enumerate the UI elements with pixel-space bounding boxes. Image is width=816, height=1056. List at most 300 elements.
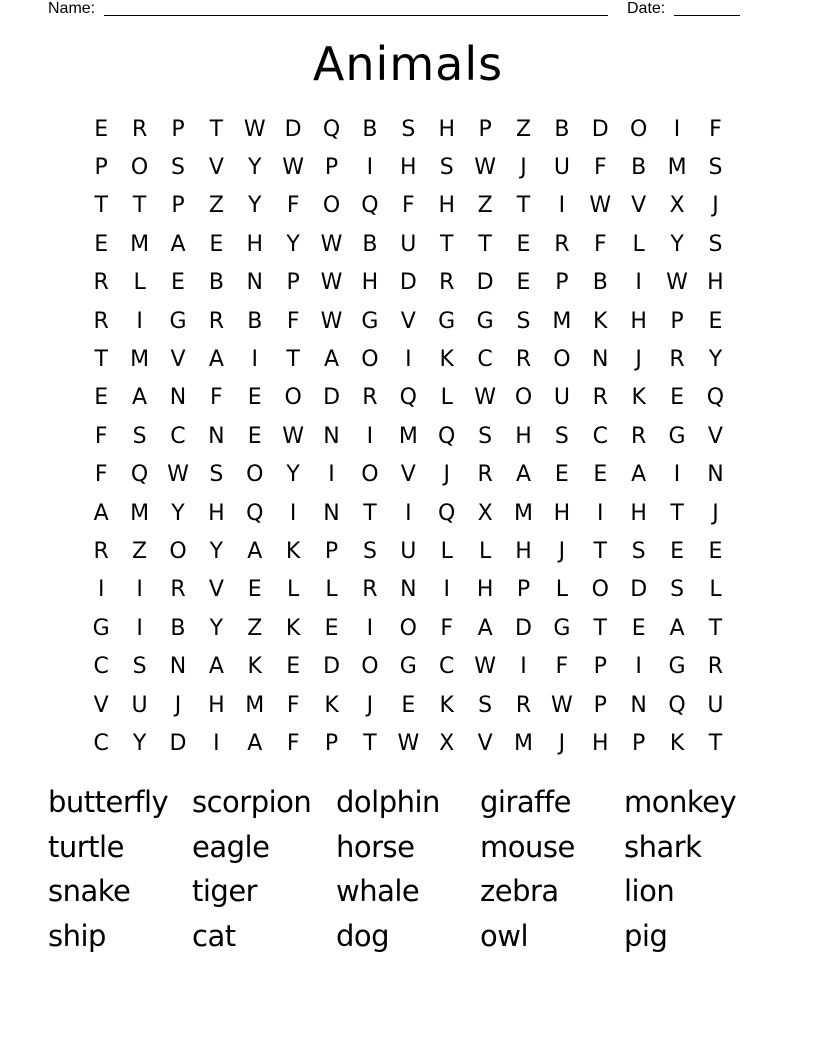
word-bank-item: zebra (480, 874, 559, 908)
grid-letter: S (708, 231, 723, 257)
grid-letter: F (401, 193, 415, 219)
grid-letter: Z (132, 538, 148, 564)
date-label: Date: (627, 0, 666, 17)
grid-letter: U (707, 692, 724, 718)
grid-letter: D (591, 116, 609, 142)
grid-letter: B (208, 270, 224, 296)
grid-letter: O (130, 155, 149, 181)
page-title: Animals (312, 37, 504, 91)
grid-letter: H (553, 500, 571, 526)
grid-letter: E (516, 270, 531, 296)
grid-letter: O (169, 538, 187, 564)
grid-letter: I (136, 615, 143, 641)
grid-letter: L (440, 538, 453, 564)
grid-letter: Y (248, 193, 262, 219)
grid-letter: M (130, 347, 150, 373)
grid-letter: G (668, 654, 686, 680)
grid-letter: G (438, 308, 456, 334)
grid-letter: I (673, 116, 681, 142)
grid-letter: W (474, 654, 496, 680)
grid-letter: G (476, 308, 494, 334)
grid-letter: U (131, 692, 148, 718)
grid-letter: B (592, 270, 608, 296)
grid-letter: J (520, 155, 527, 181)
grid-letter: H (515, 423, 532, 449)
grid-letter: Q (438, 423, 456, 449)
grid-letter: R (93, 270, 109, 296)
grid-letter: T (363, 730, 377, 756)
grid-letter: G (92, 615, 110, 641)
grid-letter: K (669, 730, 685, 756)
grid-letter: I (136, 308, 143, 334)
grid-letter: E (324, 615, 339, 641)
grid-letter: F (286, 308, 300, 334)
grid-letter: P (324, 730, 339, 756)
grid-letter: C (477, 347, 493, 373)
grid-letter: W (589, 193, 612, 219)
grid-letter: H (400, 155, 417, 181)
word-search-grid (82, 110, 735, 763)
grid-letter: L (440, 385, 453, 411)
grid-letter: A (132, 385, 148, 411)
grid-letter: F (593, 231, 607, 257)
grid-letter: U (553, 385, 570, 411)
grid-letter: I (635, 654, 642, 680)
grid-letter: L (287, 577, 300, 603)
grid-letter: E (593, 462, 608, 488)
grid-letter: G (169, 308, 187, 334)
grid-letter: Q (130, 462, 149, 488)
grid-letter: Z (208, 193, 224, 219)
grid-letter: F (94, 423, 108, 449)
grid-letter: I (405, 500, 412, 526)
grid-letter: M (667, 155, 687, 181)
grid-letter: O (553, 347, 571, 373)
word-bank-item: cat (192, 918, 236, 953)
grid-letter: O (630, 116, 648, 142)
grid-letter: J (558, 538, 566, 564)
grid-letter: A (93, 500, 109, 526)
grid-letter: A (208, 654, 224, 680)
grid-letter: S (478, 692, 493, 718)
grid-letter: Y (209, 615, 224, 641)
grid-letter: B (554, 116, 570, 142)
grid-letter: P (632, 730, 646, 756)
grid-letter: P (555, 270, 569, 296)
grid-letter: R (93, 308, 109, 334)
grid-letter: J (443, 462, 450, 488)
grid-letter: F (593, 155, 607, 181)
grid-letter: O (361, 654, 379, 680)
grid-letter: F (210, 385, 223, 411)
grid-letter: G (668, 423, 686, 449)
word-bank-item: giraffe (480, 785, 571, 819)
grid-letter: I (558, 193, 566, 219)
grid-letter: D (399, 270, 417, 296)
grid-letter: P (324, 155, 339, 181)
grid-letter: G (399, 654, 417, 680)
grid-letter: Y (708, 347, 723, 373)
grid-letter: N (246, 270, 263, 296)
grid-letter: I (366, 615, 374, 641)
grid-letter: I (328, 462, 335, 488)
grid-letter: H (246, 231, 264, 257)
grid-letter: R (515, 692, 532, 718)
grid-letter: S (362, 538, 377, 564)
grid-letter: C (439, 654, 455, 680)
grid-letter: V (631, 193, 647, 219)
grid-letter: R (131, 116, 148, 142)
word-bank-item: dog (336, 918, 390, 953)
grid-letter: E (94, 116, 109, 142)
grid-letter: D (630, 577, 648, 603)
grid-letter: Q (361, 193, 379, 219)
grid-letter: R (554, 231, 570, 257)
grid-letter: E (516, 231, 531, 257)
grid-letter: B (362, 231, 378, 257)
grid-letter: A (631, 462, 647, 488)
grid-letter: J (366, 692, 374, 718)
grid-letter: Q (438, 500, 456, 526)
grid-letter: I (289, 500, 297, 526)
grid-letter: I (405, 347, 412, 373)
grid-letter: A (247, 538, 263, 564)
grid-letter: I (673, 462, 681, 488)
grid-letter: W (551, 692, 573, 718)
word-bank-item: pig (624, 918, 668, 953)
word-bank-item: shark (624, 829, 702, 864)
grid-letter: O (591, 577, 609, 603)
word-bank-item: dolphin (336, 785, 440, 819)
grid-letter: D (515, 615, 532, 641)
grid-letter: Q (668, 692, 686, 718)
grid-letter: P (593, 692, 607, 718)
grid-letter: J (635, 347, 642, 373)
grid-letter: T (670, 500, 684, 526)
grid-letter: O (361, 462, 379, 488)
grid-letter: O (361, 347, 379, 373)
grid-letter: B (247, 308, 263, 334)
grid-letter: T (286, 347, 300, 373)
grid-letter: Q (322, 116, 341, 142)
grid-letter: K (247, 654, 262, 680)
grid-letter: L (632, 231, 645, 257)
grid-letter: Q (399, 385, 417, 411)
grid-letter: E (554, 462, 569, 488)
word-bank-item: snake (48, 874, 131, 908)
grid-letter: Y (670, 231, 684, 257)
grid-letter: U (553, 155, 570, 181)
grid-letter: Y (132, 730, 147, 756)
grid-letter: T (593, 538, 607, 564)
word-bank-item: scorpion (192, 785, 312, 819)
grid-letter: V (477, 730, 493, 756)
grid-letter: I (136, 577, 143, 603)
word-bank-item: ship (48, 918, 106, 953)
grid-letter: E (401, 692, 416, 718)
grid-letter: R (362, 385, 378, 411)
grid-letter: W (320, 308, 343, 334)
grid-letter: O (322, 193, 341, 219)
word-bank-item: butterfly (48, 785, 169, 819)
grid-letter: N (208, 423, 225, 449)
grid-letter: W (320, 270, 343, 296)
grid-letter: R (592, 385, 608, 411)
grid-letter: M (245, 692, 265, 718)
grid-letter: L (325, 577, 338, 603)
grid-letter: F (709, 116, 722, 142)
grid-letter: S (516, 308, 531, 334)
grid-letter: V (170, 347, 186, 373)
grid-letter: S (670, 577, 685, 603)
grid-letter: W (320, 231, 343, 257)
grid-letter: V (400, 462, 416, 488)
word-bank-item: lion (624, 874, 675, 908)
grid-letter: U (400, 231, 417, 257)
grid-letter: F (94, 462, 108, 488)
grid-letter: E (708, 538, 723, 564)
grid-letter: Z (477, 193, 493, 219)
grid-letter: Y (286, 462, 300, 488)
grid-letter: P (171, 116, 185, 142)
grid-letter: R (515, 347, 532, 373)
grid-letter: O (246, 462, 264, 488)
word-bank-item: mouse (480, 829, 575, 864)
grid-letter: L (555, 577, 569, 603)
grid-letter: C (93, 654, 109, 680)
grid-letter: N (592, 347, 609, 373)
grid-letter: N (323, 423, 340, 449)
word-bank-item: whale (336, 874, 420, 908)
grid-letter: V (208, 155, 224, 181)
grid-letter: W (167, 462, 189, 488)
grid-letter: R (707, 654, 724, 680)
grid-letter: X (477, 500, 493, 526)
grid-letter: B (362, 116, 378, 142)
grid-letter: E (247, 385, 262, 411)
name-label: Name: (48, 0, 96, 17)
grid-letter: M (514, 730, 533, 756)
grid-letter: N (400, 577, 417, 603)
grid-letter: I (366, 155, 374, 181)
word-bank-item: owl (480, 918, 529, 953)
grid-letter: S (439, 155, 454, 181)
grid-letter: B (631, 155, 647, 181)
grid-letter: D (323, 385, 341, 411)
grid-letter: E (670, 538, 684, 564)
word-bank-item: eagle (192, 829, 270, 864)
grid-letter: S (132, 654, 147, 680)
grid-letter: N (323, 500, 340, 526)
grid-letter: M (398, 423, 418, 449)
grid-letter: B (170, 615, 186, 641)
grid-letter: N (169, 654, 187, 680)
grid-letter: P (593, 654, 607, 680)
grid-letter: A (477, 615, 493, 641)
grid-letter: P (286, 270, 300, 296)
grid-letter: W (474, 385, 496, 411)
grid-letter: F (286, 692, 300, 718)
grid-letter: E (670, 385, 684, 411)
grid-letter: Q (706, 385, 725, 411)
grid-letter: K (324, 692, 339, 718)
grid-letter: R (362, 577, 378, 603)
grid-letter: L (478, 538, 492, 564)
grid-letter: G (553, 615, 571, 641)
grid-letter: T (439, 231, 454, 257)
grid-letter: C (592, 423, 608, 449)
grid-letter: I (635, 270, 642, 296)
grid-letter: T (94, 193, 108, 219)
grid-letter: E (631, 615, 646, 641)
grid-letter: D (476, 270, 494, 296)
grid-letter: H (438, 193, 455, 219)
grid-letter: T (593, 615, 607, 641)
grid-letter: T (363, 500, 377, 526)
grid-letter: F (286, 730, 300, 756)
grid-letter: H (361, 270, 379, 296)
grid-letter: S (554, 423, 569, 449)
worksheet-header (48, 0, 740, 20)
grid-letter: H (208, 692, 225, 718)
grid-letter: D (323, 654, 341, 680)
date-blank-line (674, 15, 740, 16)
grid-letter: I (443, 577, 450, 603)
grid-letter: Y (171, 500, 185, 526)
grid-letter: I (213, 730, 220, 756)
grid-letter: K (631, 385, 646, 411)
grid-letter: S (170, 155, 185, 181)
grid-letter: H (592, 730, 609, 756)
grid-letter: J (558, 730, 566, 756)
grid-letter: Z (247, 615, 263, 641)
grid-letter: I (97, 577, 105, 603)
grid-letter: P (324, 538, 339, 564)
grid-letter: M (130, 231, 150, 257)
grid-letter: W (282, 155, 305, 181)
grid-letter: W (243, 116, 266, 142)
grid-letter: S (478, 423, 493, 449)
grid-letter: T (132, 193, 147, 219)
grid-letter: P (670, 308, 684, 334)
word-bank-item: monkey (624, 785, 737, 819)
grid-letter: A (515, 462, 532, 488)
grid-letter: V (707, 423, 723, 449)
grid-letter: N (169, 385, 187, 411)
grid-letter: Q (246, 500, 264, 526)
grid-letter: Y (248, 155, 262, 181)
grid-letter: R (170, 577, 186, 603)
grid-letter: E (247, 423, 262, 449)
grid-letter: M (130, 500, 150, 526)
grid-letter: V (93, 692, 109, 718)
grid-letter: J (712, 500, 719, 526)
grid-letter: P (171, 193, 185, 219)
grid-letter: I (366, 423, 374, 449)
grid-letter: R (631, 423, 647, 449)
grid-letter: C (93, 730, 109, 756)
grid-letter: R (208, 308, 225, 334)
grid-letter: C (170, 423, 186, 449)
grid-letter: K (285, 615, 301, 641)
grid-letter: T (94, 347, 108, 373)
grid-letter: K (285, 538, 301, 564)
grid-letter: F (555, 654, 569, 680)
grid-letter: R (477, 462, 493, 488)
grid-letter: O (514, 385, 533, 411)
word-bank-item: horse (336, 829, 415, 864)
grid-letter: H (630, 500, 647, 526)
grid-letter: H (476, 577, 494, 603)
grid-letter: H (515, 538, 532, 564)
grid-letter: W (397, 730, 420, 756)
grid-letter: A (247, 730, 263, 756)
grid-letter: H (630, 308, 647, 334)
grid-letter: K (439, 347, 454, 373)
grid-letter: A (208, 347, 224, 373)
grid-letter: U (400, 538, 417, 564)
grid-letter: E (286, 654, 301, 680)
grid-letter: J (174, 692, 182, 718)
grid-letter: I (520, 654, 527, 680)
grid-letter: T (478, 231, 492, 257)
grid-letter: N (630, 692, 647, 718)
grid-letter: R (439, 270, 455, 296)
grid-letter: T (708, 615, 723, 641)
grid-letter: W (282, 423, 305, 449)
grid-letter: H (707, 270, 724, 296)
grid-letter: D (169, 730, 187, 756)
grid-letter: S (708, 155, 723, 181)
grid-letter: V (400, 308, 416, 334)
grid-letter: Z (515, 116, 532, 142)
grid-letter: Y (286, 231, 300, 257)
grid-letter: K (439, 692, 454, 718)
grid-letter: E (171, 270, 185, 296)
grid-letter: W (666, 270, 688, 296)
grid-letter: X (669, 193, 685, 219)
grid-letter: P (516, 577, 531, 603)
grid-letter: V (208, 577, 224, 603)
grid-letter: P (94, 155, 108, 181)
grid-letter: X (439, 730, 455, 756)
grid-letter: H (208, 500, 225, 526)
grid-letter: A (324, 347, 340, 373)
word-bank-item: turtle (48, 829, 124, 864)
grid-letter: F (286, 193, 300, 219)
grid-letter: E (708, 308, 723, 334)
grid-letter: R (93, 538, 109, 564)
grid-letter: J (712, 193, 719, 219)
grid-letter: P (478, 116, 492, 142)
grid-letter: E (94, 231, 109, 257)
grid-letter: M (514, 500, 533, 526)
grid-letter: F (440, 615, 454, 641)
grid-letter: S (132, 423, 147, 449)
name-blank-line (104, 15, 608, 16)
grid-letter: M (552, 308, 572, 334)
grid-letter: T (209, 116, 224, 142)
word-bank (48, 780, 768, 958)
grid-letter: O (284, 385, 302, 411)
grid-letter: D (284, 116, 302, 142)
grid-letter: S (631, 538, 646, 564)
grid-letter: E (209, 231, 224, 257)
grid-letter: N (707, 462, 724, 488)
grid-letter: Y (209, 538, 224, 564)
grid-letter: I (251, 347, 258, 373)
word-bank-item: tiger (192, 874, 258, 908)
